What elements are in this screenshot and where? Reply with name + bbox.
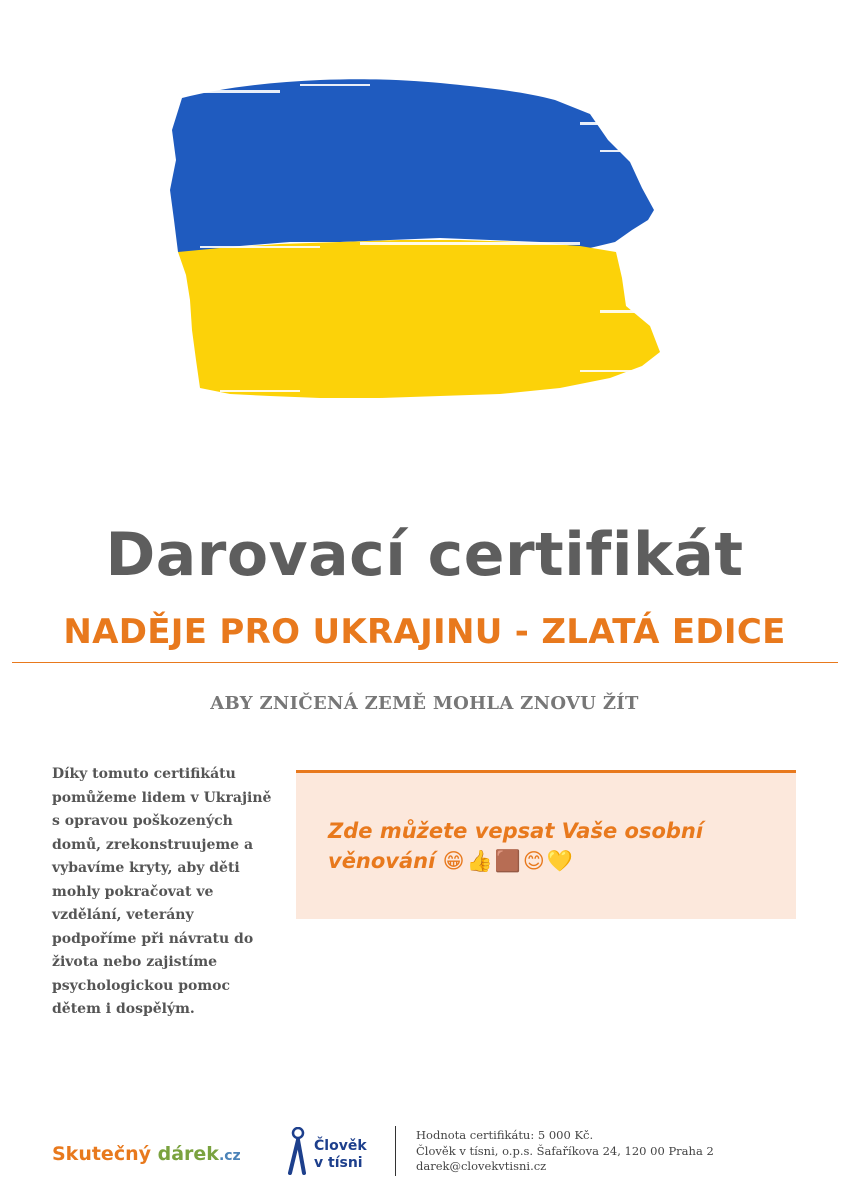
logo-part-darek: dárek — [157, 1143, 219, 1165]
footer-info — [416, 1128, 714, 1175]
organization-address: Člověk v tísni, o.p.s. Šafaříkova 24, 120 00 Praha 2 — [416, 1143, 714, 1158]
person-figure-icon — [286, 1127, 308, 1175]
certificate-description: Díky tomuto certifikátu pomůžeme lidem v Ukrajině s opravou poškozených domů, zrekonstruujeme a vybavíme kryty, aby děti mohly pokračovat ve vzdělání, veterány podpoříme při návratu do života nebo zajistíme psychologickou pomoc dětem i dospělým. — [52, 766, 272, 1017]
dedication-box[interactable] — [296, 770, 796, 919]
certificate-title: Darovací certifikát — [105, 520, 744, 590]
logo-part-skutecny: Skutečný — [52, 1143, 158, 1165]
flag-yellow-stripe — [178, 240, 660, 398]
subtitle-divider — [12, 662, 838, 663]
certificate-subtitle: NADĚJE PRO UKRAJINU - ZLATÁ EDICE — [63, 612, 786, 652]
dedication-placeholder: Zde můžete vepsat Vaše osobní věnování — [328, 819, 704, 873]
certificate-tagline: ABY ZNIČENÁ ZEMĚ MOHLA ZNOVU ŽÍT — [210, 693, 639, 714]
certificate-value: Hodnota certifikátu: 5 000 Kč. — [416, 1128, 594, 1142]
ukraine-flag-image — [160, 70, 670, 405]
footer-divider — [395, 1126, 396, 1176]
clovek-v-tisni-name — [314, 1138, 367, 1172]
dedication-text — [328, 816, 768, 876]
clovek-v-tisni-logo[interactable] — [286, 1125, 386, 1177]
flag-blue-stripe — [170, 79, 654, 252]
clovek-line1: Člověk — [314, 1138, 367, 1154]
contact-email[interactable]: darek@clovekvtisni.cz — [416, 1159, 547, 1173]
clovek-line2: v tísni — [314, 1155, 363, 1171]
dedication-emojis: 😁👍🟫😊💛 — [442, 849, 575, 873]
logo-part-cz: .cz — [218, 1148, 241, 1164]
skutecny-darek-logo[interactable] — [52, 1143, 241, 1165]
